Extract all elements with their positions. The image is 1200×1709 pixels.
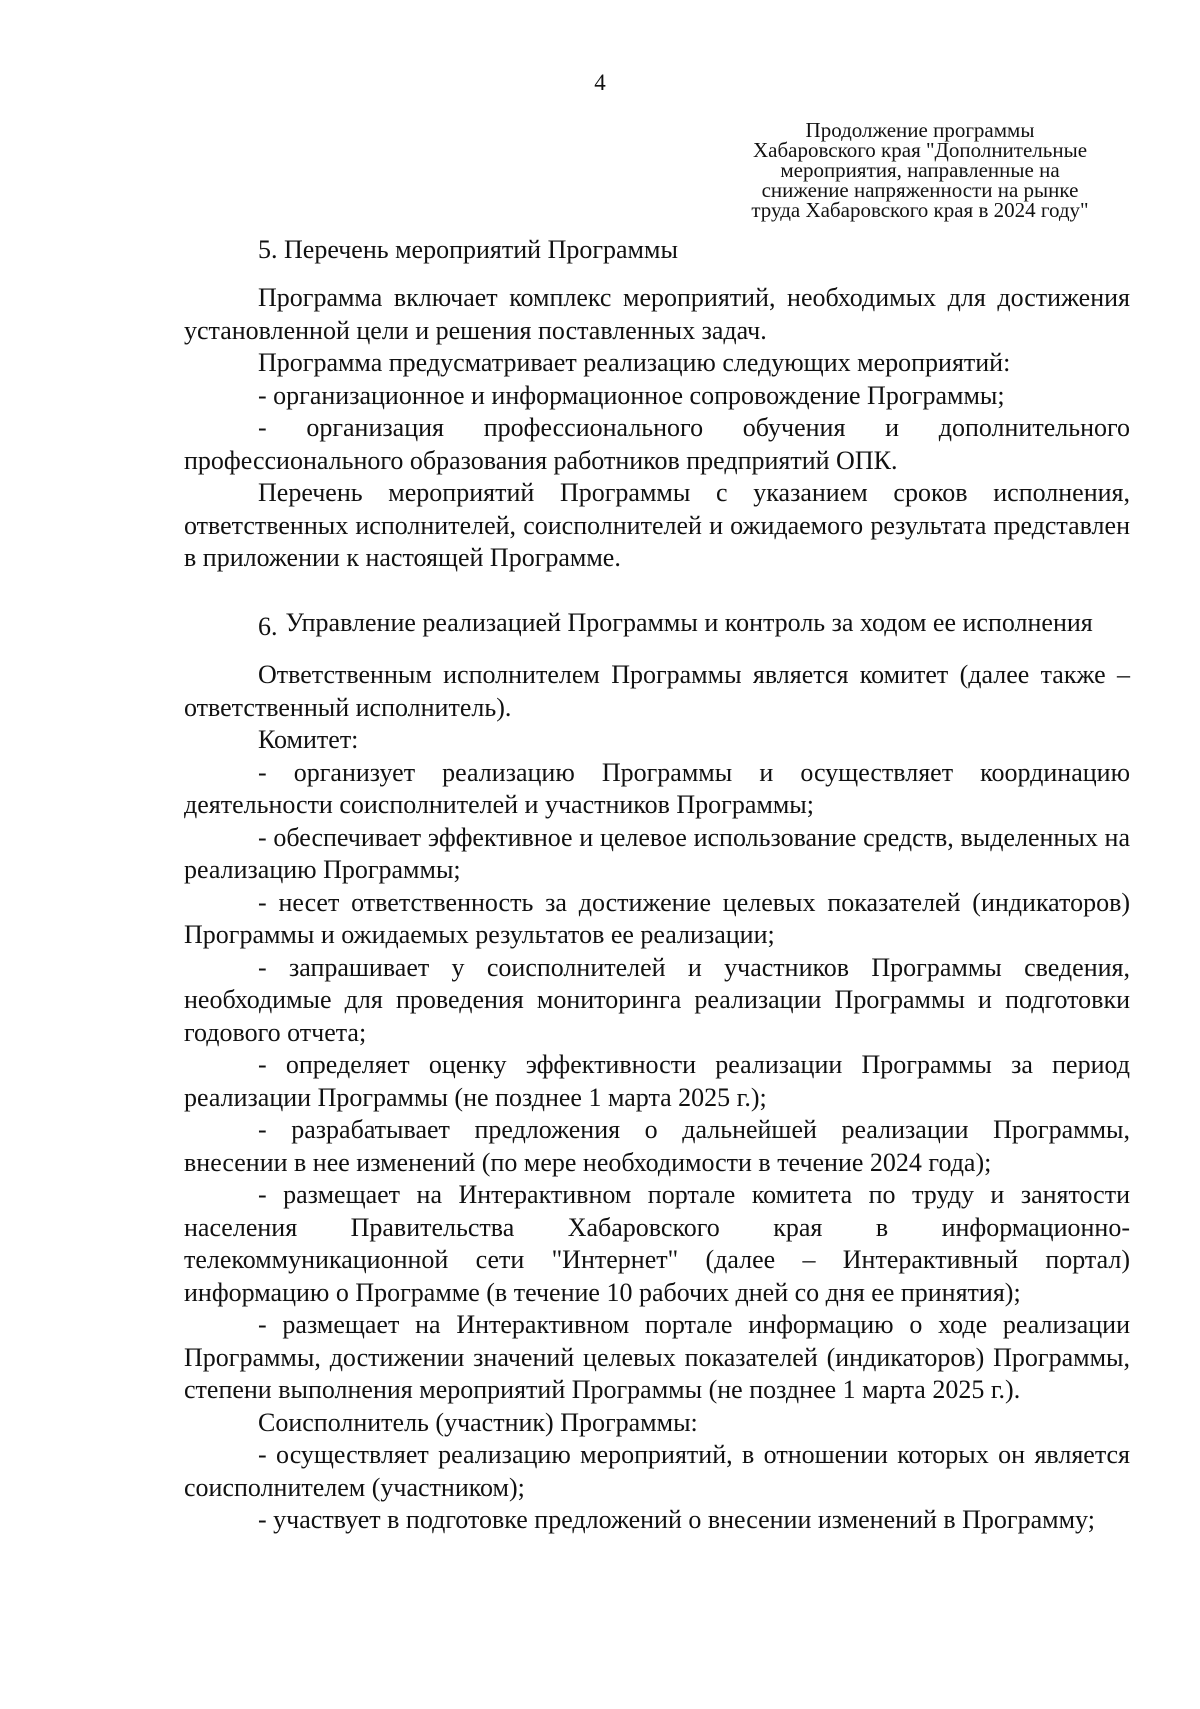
header-line: Продолжение программы	[805, 118, 1035, 142]
list-item: - запрашивает у соисполнителей и участников Программы сведения, необходимые для проведения мониторинга реализации Программы и подготовки годового отчета;	[184, 952, 1130, 1047]
paragraph: Программа включает комплекс мероприятий, необходимых для достижения установленной цели и решения поставленных задач.	[184, 283, 1130, 345]
list-item: - организационное и информационное сопровождение Программы;	[258, 380, 1005, 410]
document-body	[184, 234, 1130, 1537]
header-line: мероприятия, направленные на	[780, 158, 1060, 182]
section-6-number: 6.	[258, 611, 278, 641]
list-item: - размещает на Интерактивном портале комитета по труду и занятости населения Правительства Хабаровского края в информационно-телекоммуникационной сети "Интернет" (далее – Интерактивный портал) информацию о Программе (в течение 10 рабочих дней со дня ее принятия);	[184, 1180, 1130, 1307]
list-item: - разрабатывает предложения о дальнейшей реализации Программы, внесении в нее изменений (по мере необходимости в течение 2024 года);	[184, 1115, 1130, 1177]
paragraph: Комитет:	[258, 725, 359, 754]
list-item: - организует реализацию Программы и осуществляет координацию деятельности соисполнителей и участников Программы;	[184, 757, 1130, 819]
list-item: - осуществляет реализацию мероприятий, в отношении которых он является соисполнителем (участником);	[184, 1440, 1130, 1502]
section-5-title: 5. Перечень мероприятий Программы	[258, 235, 678, 264]
header-line: Хабаровского края "Дополнительные	[752, 138, 1088, 162]
paragraph: Перечень мероприятий Программы с указанием сроков исполнения, ответственных исполнителей, соисполнителей и ожидаемого результата представлен в приложении к настоящей Программе.	[184, 478, 1130, 572]
paragraph: Программа предусматривает реализацию следующих мероприятий:	[258, 348, 1011, 377]
list-item: - определяет оценку эффективности реализации Программы за период реализации Программы (не позднее 1 марта 2025 г.);	[184, 1050, 1130, 1112]
page-number: 4	[594, 70, 606, 95]
paragraph: Соисполнитель (участник) Программы:	[258, 1407, 698, 1437]
header-line: труда Хабаровского края в 2024 году"	[751, 198, 1089, 222]
section-6-title	[184, 607, 1130, 644]
list-item: - организация профессионального обучения и дополнительного профессионального образования работников предприятий ОПК.	[184, 413, 1130, 475]
list-item: - размещает на Интерактивном портале информацию о ходе реализации Программы, достижении значений целевых показателей (индикаторов) Программы, степени выполнения мероприятий Программы (не позднее 1 марта 2025 г.).	[184, 1310, 1130, 1404]
header-line: снижение напряженности на рынке	[761, 178, 1079, 202]
paragraph: Ответственным исполнителем Программы является комитет (далее также – ответственный исполнитель).	[184, 660, 1130, 722]
section-6-title-text: Управление реализацией Программы и контроль за ходом ее исполнения	[285, 607, 1093, 637]
list-item: - обеспечивает эффективное и целевое использование средств, выделенных на реализацию Программы;	[184, 822, 1130, 884]
document-header	[700, 120, 1140, 220]
list-item: - несет ответственность за достижение целевых показателей (индикаторов) Программы и ожидаемых результатов ее реализации;	[184, 887, 1130, 949]
list-item: - участвует в подготовке предложений о внесении изменений в Программу;	[258, 1505, 1095, 1534]
